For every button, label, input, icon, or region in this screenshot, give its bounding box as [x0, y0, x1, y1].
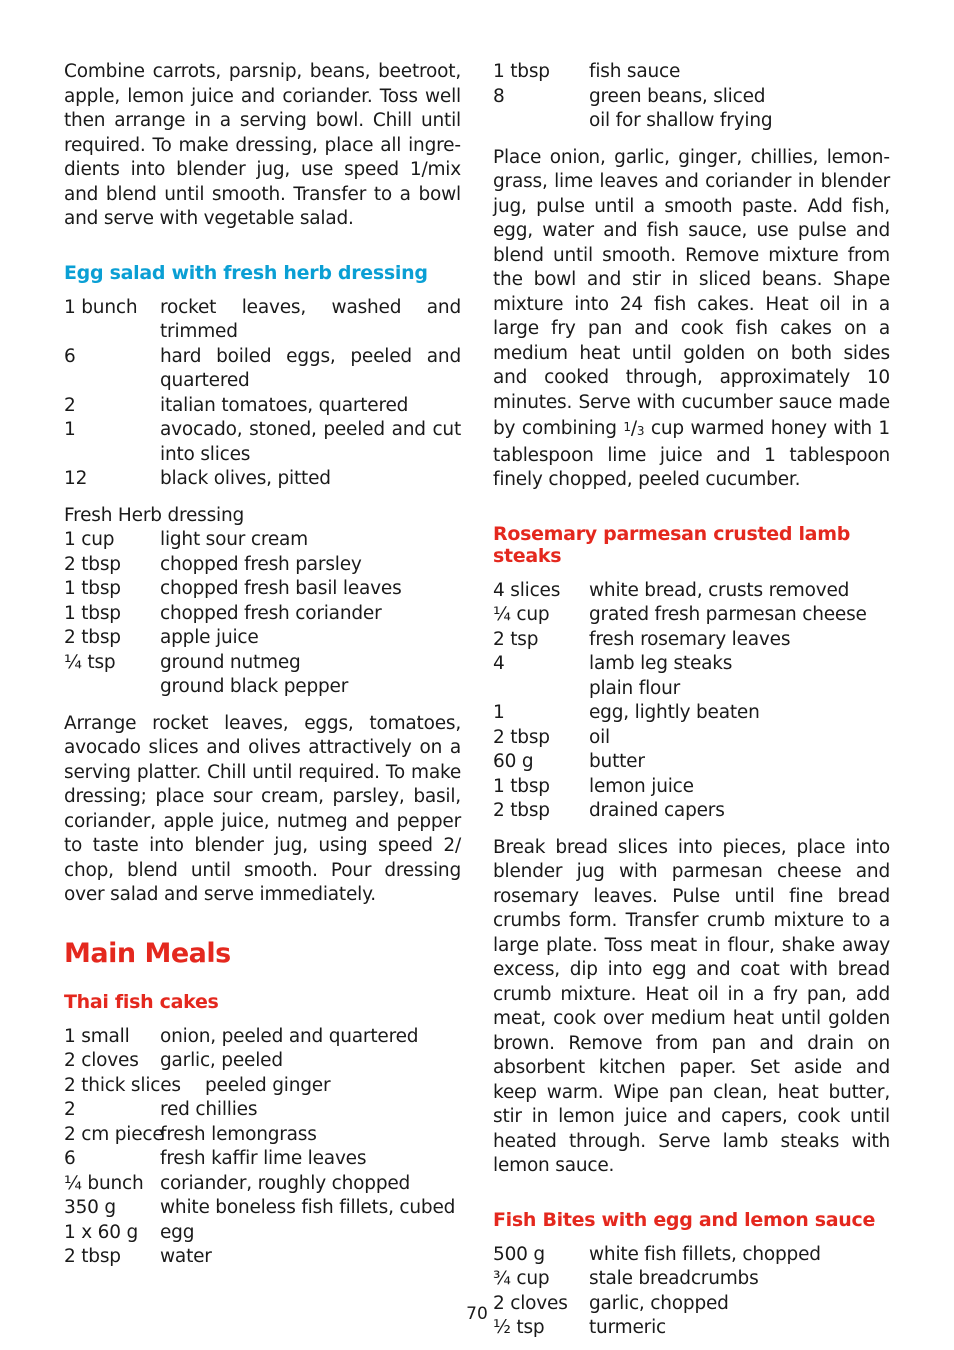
ingredient-quantity: 2 tbsp — [493, 726, 550, 748]
lamb-ingredients — [493, 579, 890, 824]
ingredient-description: grated fresh parmesan cheese — [589, 604, 867, 625]
ingredient-description: water — [160, 1246, 212, 1267]
ingredient-quantity: 2 cloves — [64, 1050, 139, 1071]
ingredient-description: apple juice — [160, 627, 259, 648]
ingredient-quantity: 60 g — [493, 751, 534, 772]
ingredient-description: egg, lightly beaten — [589, 702, 760, 723]
intro-paragraph: Combine carrots, parsnip, beans, beetroot, apple, lemon juice and coriander. Toss well then arrange in a serving bowl. Chill until required. To make dressing, place all ingredients into blender jug, use speed 1/mix and blend until smooth. Transfer to a bowl and serve with vegetable salad. — [64, 61, 461, 229]
ingredient-quantity: 1 tbsp — [64, 578, 121, 599]
ingredient-description: garlic, chopped — [589, 1292, 729, 1314]
ingredient-quantity: 2 — [64, 394, 76, 416]
ingredient-quantity: 350 g — [64, 1197, 116, 1218]
ingredient-row — [493, 677, 890, 702]
ingredient-description: black olives, pitted — [160, 468, 331, 489]
egg-salad-title: Egg salad with fresh herb dressing — [64, 261, 428, 284]
ingredient-row — [64, 467, 461, 492]
ingredient-row — [493, 603, 890, 628]
ingredient-row — [64, 1172, 461, 1197]
ingredient-row — [493, 579, 890, 604]
ingredient-row — [64, 626, 461, 651]
ingredient-quantity: ¼ cup — [493, 604, 550, 625]
ingredient-quantity: 2 tbsp — [64, 627, 121, 648]
ingredient-row — [64, 1074, 461, 1099]
lamb-steaks-title: Rosemary parmesan crusted lamb steaks — [493, 522, 851, 567]
ingredient-quantity: 1 tbsp — [493, 61, 550, 82]
right-column — [493, 60, 890, 1341]
ingredient-quantity: 1 bunch — [64, 296, 138, 318]
ingredient-quantity: 2 tbsp — [64, 553, 121, 575]
ingredient-row — [493, 775, 890, 800]
ingredient-description: stale breadcrumbs — [589, 1268, 759, 1289]
ingredient-description: onion, peeled and quartered — [160, 1025, 419, 1047]
ingredient-quantity: 6 — [64, 1148, 76, 1169]
left-column — [64, 60, 461, 1270]
ingredient-row — [493, 652, 890, 677]
ingredient-description: peeled ginger — [205, 1074, 331, 1096]
ingredient-description: turmeric — [589, 1317, 666, 1338]
ingredient-quantity — [64, 675, 160, 700]
ingredient-row — [64, 651, 461, 676]
ingredient-description: white fish fillets, chopped — [589, 1243, 821, 1265]
ingredient-row — [64, 1196, 461, 1221]
ingredient-row — [64, 577, 461, 602]
ingredient-description: garlic, peeled — [160, 1050, 283, 1071]
ingredient-quantity — [493, 677, 589, 702]
ingredient-description: plain flour — [589, 677, 681, 699]
fish-bites-title: Fish Bites with egg and lemon sauce — [493, 1208, 876, 1231]
ingredient-description: ground black pepper — [160, 676, 349, 697]
ingredient-row — [64, 296, 461, 345]
ingredient-row — [64, 675, 461, 700]
ingredient-quantity: 1 cup — [64, 529, 115, 550]
ingredient-description: lamb leg steaks — [589, 653, 733, 674]
ingredient-quantity: 2 tsp — [493, 628, 539, 650]
thai-fish-cakes-title: Thai fish cakes — [64, 990, 219, 1013]
ingredient-quantity: 6 — [64, 345, 76, 367]
ingredient-description: green beans, sliced — [589, 85, 766, 107]
ingredient-description: coriander, roughly chopped — [160, 1172, 411, 1194]
main-meals-title: Main Meals — [64, 937, 231, 969]
ingredient-row — [493, 1267, 890, 1292]
ingredient-row — [493, 85, 890, 110]
ingredient-row — [64, 394, 461, 419]
ingredient-row — [493, 750, 890, 775]
ingredient-row — [493, 628, 890, 653]
ingredient-quantity: 2 cm piece — [64, 1123, 164, 1145]
ingredient-quantity: 500 g — [493, 1243, 545, 1265]
ingredient-quantity: 1 x 60 g — [64, 1221, 139, 1243]
egg-salad-method: Arrange rocket leaves, eggs, tomatoes, avocado slices and olives attractively on a serving platter. Chill until required. To make dressing; place sour cream, parsley, basil, coriander, apple juice, nutmeg and pepper to taste into blender jug, using speed 2/ chop, blend until smooth. Pour dressing over salad and serve immediately. — [64, 712, 461, 905]
ingredient-description: chopped fresh coriander — [160, 602, 382, 624]
ingredient-description: rocket leaves, washed and trimmed — [160, 296, 461, 342]
ingredient-row — [493, 109, 890, 134]
ingredient-description: light sour cream — [160, 529, 308, 550]
ingredient-row — [493, 701, 890, 726]
thai-ingredients-continued — [493, 60, 890, 134]
dressing-label: Fresh Herb dressing — [64, 504, 245, 526]
ingredient-row — [64, 1025, 461, 1050]
ingredient-row — [64, 1049, 461, 1074]
dressing-ingredients — [64, 528, 461, 700]
ingredient-quantity: ¾ cup — [493, 1268, 550, 1289]
ingredient-description: fresh lemongrass — [160, 1123, 317, 1145]
ingredient-description: white bread, crusts removed — [589, 579, 850, 601]
ingredient-description: lemon juice — [589, 775, 694, 797]
page-number: 70 — [466, 1304, 488, 1324]
ingredient-description: fresh rosemary leaves — [589, 628, 791, 650]
ingredient-quantity: 4 — [493, 653, 505, 674]
ingredient-description: butter — [589, 751, 645, 772]
ingredient-description: egg — [160, 1221, 195, 1243]
ingredient-description: oil for shallow frying — [589, 110, 773, 131]
ingredient-row — [493, 799, 890, 824]
ingredient-row — [64, 1221, 461, 1246]
ingredient-row — [64, 345, 461, 394]
ingredient-quantity: 2 — [64, 1099, 76, 1120]
ingredient-description: fresh kaffir lime leaves — [160, 1148, 367, 1169]
ingredient-row — [64, 553, 461, 578]
thai-method-part-a: Place onion, garlic, ginger, chillies, lemongrass, lime leaves and coriander in blender jug, pulse until a smooth paste. Add fish, egg, water and fish sauce, use pulse and blend until smooth. Remove mixture from the bowl and stir in sliced beans. Shape mixture into 24 fish cakes. Heat oil in a large fry pan and cook fish cakes on a medium heat until golden on both sides and cooked through, approximately 10 minutes. Serve with cucumber sauce made by combining — [493, 146, 890, 439]
ingredient-quantity: 2 tbsp — [64, 1246, 121, 1267]
ingredient-description: fish sauce — [589, 61, 681, 82]
ingredient-row — [493, 726, 890, 751]
thai-method-part-b: cup warmed honey with 1 tablespoon lime juice and 1 tablespoon finely chopped, peeled cucumber. — [493, 418, 891, 490]
ingredient-quantity: ¼ bunch — [64, 1172, 144, 1194]
ingredient-quantity: 2 tbsp — [493, 800, 550, 821]
ingredient-description: ground nutmeg — [160, 651, 301, 673]
ingredient-description: hard boiled eggs, peeled and quartered — [160, 345, 461, 391]
ingredient-quantity: 1 — [493, 702, 505, 723]
ingredient-row — [493, 60, 890, 85]
ingredient-description: drained capers — [589, 800, 725, 821]
ingredient-quantity: 4 slices — [493, 579, 561, 601]
ingredient-row — [64, 1123, 461, 1148]
thai-method: Place onion, garlic, ginger, chillies, lemongrass, lime leaves and coriander in blender jug, pulse until a smooth paste. Add fish, egg, water and fish sauce, use pulse and blend until smooth. Remove mixture from the bowl and stir in sliced beans. Shape mixture into 24 fish cakes. Heat oil in a large fry pan and cook fish cakes on a medium heat until golden on both sides and cooked through, approximately 10 minutes. Serve with cucumber sauce made by combining 1/3 cup warmed honey with 1 tablespoon lime juice and 1 tablespoon finely chopped, peeled cucumber. — [493, 146, 891, 490]
ingredient-description: avocado, stoned, peeled and cut into slices — [160, 419, 461, 465]
ingredient-row — [493, 1243, 890, 1268]
egg-salad-ingredients — [64, 296, 461, 492]
ingredient-row — [64, 1098, 461, 1123]
ingredient-description: white boneless fish fillets, cubed — [160, 1197, 456, 1218]
ingredient-row — [64, 1245, 461, 1270]
ingredient-quantity: 1 — [64, 419, 76, 440]
fraction-numerator: 1 — [623, 420, 631, 434]
ingredient-quantity — [493, 109, 589, 134]
fraction-denominator: 3 — [636, 424, 645, 438]
ingredient-quantity: 1 tbsp — [493, 775, 550, 797]
ingredient-description: red chillies — [160, 1099, 258, 1120]
ingredient-quantity: 2 thick slices — [64, 1074, 181, 1096]
ingredient-quantity: 2 cloves — [493, 1292, 568, 1314]
thai-ingredients — [64, 1025, 461, 1270]
ingredient-description: italian tomatoes, quartered — [160, 394, 409, 416]
ingredient-description: oil — [589, 726, 610, 748]
ingredient-row — [64, 1147, 461, 1172]
ingredient-row — [64, 418, 461, 467]
ingredient-row — [64, 528, 461, 553]
ingredient-quantity: ¼ tsp — [64, 651, 116, 673]
ingredient-quantity: 1 small — [64, 1025, 130, 1047]
ingredient-description: chopped fresh basil leaves — [160, 578, 402, 599]
fish-bites-ingredients — [493, 1243, 890, 1341]
ingredient-row — [64, 602, 461, 627]
ingredient-quantity: 12 — [64, 468, 88, 489]
ingredient-description: chopped fresh parsley — [160, 553, 362, 575]
ingredient-quantity: 1 tbsp — [64, 602, 121, 624]
lamb-method: Break bread slices into pieces, place into blender jug with parmesan cheese and rosemary leaves. Pulse until fine bread crumbs form. Transfer crumb mixture to a large plate. Toss meat in flour, shake away excess, dip into egg and coat with bread crumb mixture. Heat oil in a fry pan, add meat, cook over medium heat until golden brown. Remove from pan and drain on absorbent kitchen paper. Set aside and keep warm. Wipe pan clean, heat butter, stir in lemon juice and capers, cook until heated through. Serve lamb steaks with lemon sauce. — [493, 836, 890, 1176]
ingredient-quantity: ½ tsp — [493, 1317, 545, 1338]
ingredient-quantity: 8 — [493, 85, 505, 107]
